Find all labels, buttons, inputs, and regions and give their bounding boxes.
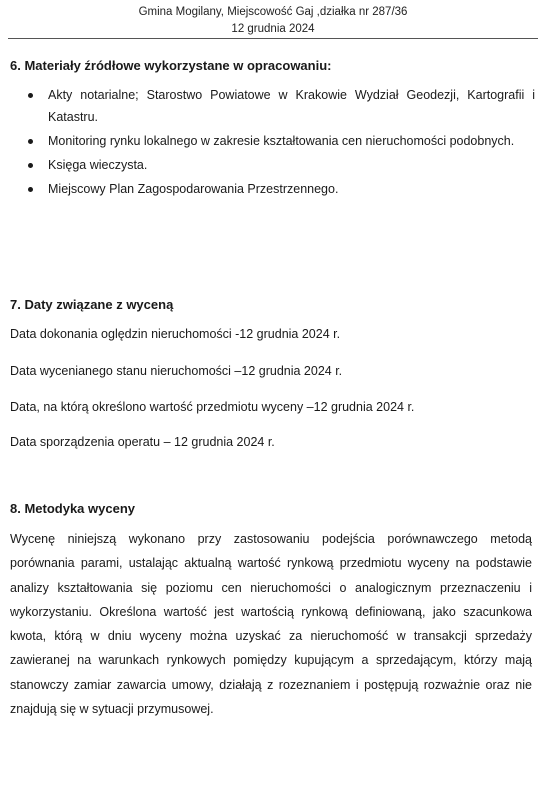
page-header-title: Gmina Mogilany, Miejscowość Gaj ,działka nr 287/36 (138, 6, 408, 18)
page-header-date: 12 grudnia 2024 (231, 23, 315, 35)
source-materials-list (10, 84, 535, 202)
section-7-heading: 7. Daty związane z wyceną (10, 297, 174, 312)
list-item-text: Miejscowy Plan Zagospodarowania Przestrzennego. (48, 182, 339, 196)
section-6-heading: 6. Materiały źródłowe wykorzystane w opracowaniu: (10, 58, 332, 73)
report-date-line: Data sporządzenia operatu – 12 grudnia 2024 r. (10, 435, 275, 449)
list-item-text: Księga wieczysta. (48, 158, 148, 172)
inspection-date-line: Data dokonania oględzin nieruchomości -12 grudnia 2024 r. (10, 327, 341, 341)
valuation-state-date-line: Data wycenianego stanu nieruchomości –12 grudnia 2024 r. (10, 364, 343, 378)
list-item-text: Monitoring rynku lokalnego w zakresie kształtowania cen nieruchomości podobnych. (48, 134, 515, 148)
list-item (10, 84, 535, 128)
bullet-icon (28, 187, 33, 192)
header-divider (8, 38, 538, 39)
list-item-text: Akty notarialne; Starostwo Powiatowe w Krakowie Wydział Geodezji, Kartografii i Katastru. (48, 88, 535, 124)
valuation-date-line: Data, na którą określono wartość przedmiotu wyceny –12 grudnia 2024 r. (10, 400, 415, 414)
bullet-icon (28, 139, 33, 144)
list-item (10, 130, 535, 152)
section-8-heading: 8. Metodyka wyceny (10, 501, 135, 516)
list-item (10, 154, 535, 176)
methodology-paragraph: Wycenę niniejszą wykonano przy zastosowaniu podejścia porównawczego metodą porównania parami, ustalając aktualną wartość rynkową przedmiotu wyceny na podstawie analizy kształtowania się poziomu cen nieruchomości o analogicznym przeznaczeniu i wykorzystaniu. Określona wartość jest wartością rynkową definiowaną, jako szacunkowa kwota, którą w dniu wyceny można uzyskać za nieruchomość w transakcji sprzedaży zawieranej na warunkach rynkowych pomiędzy kupującym a sprzedającym, którzy mają stanowczy zamiar zawarcia umowy, działają z rozeznaniem i postępują rozważnie oraz nie znajdują się w sytuacji przymusowej. (10, 532, 532, 717)
bullet-icon (28, 163, 33, 168)
bullet-icon (28, 93, 33, 98)
list-item (10, 178, 535, 200)
